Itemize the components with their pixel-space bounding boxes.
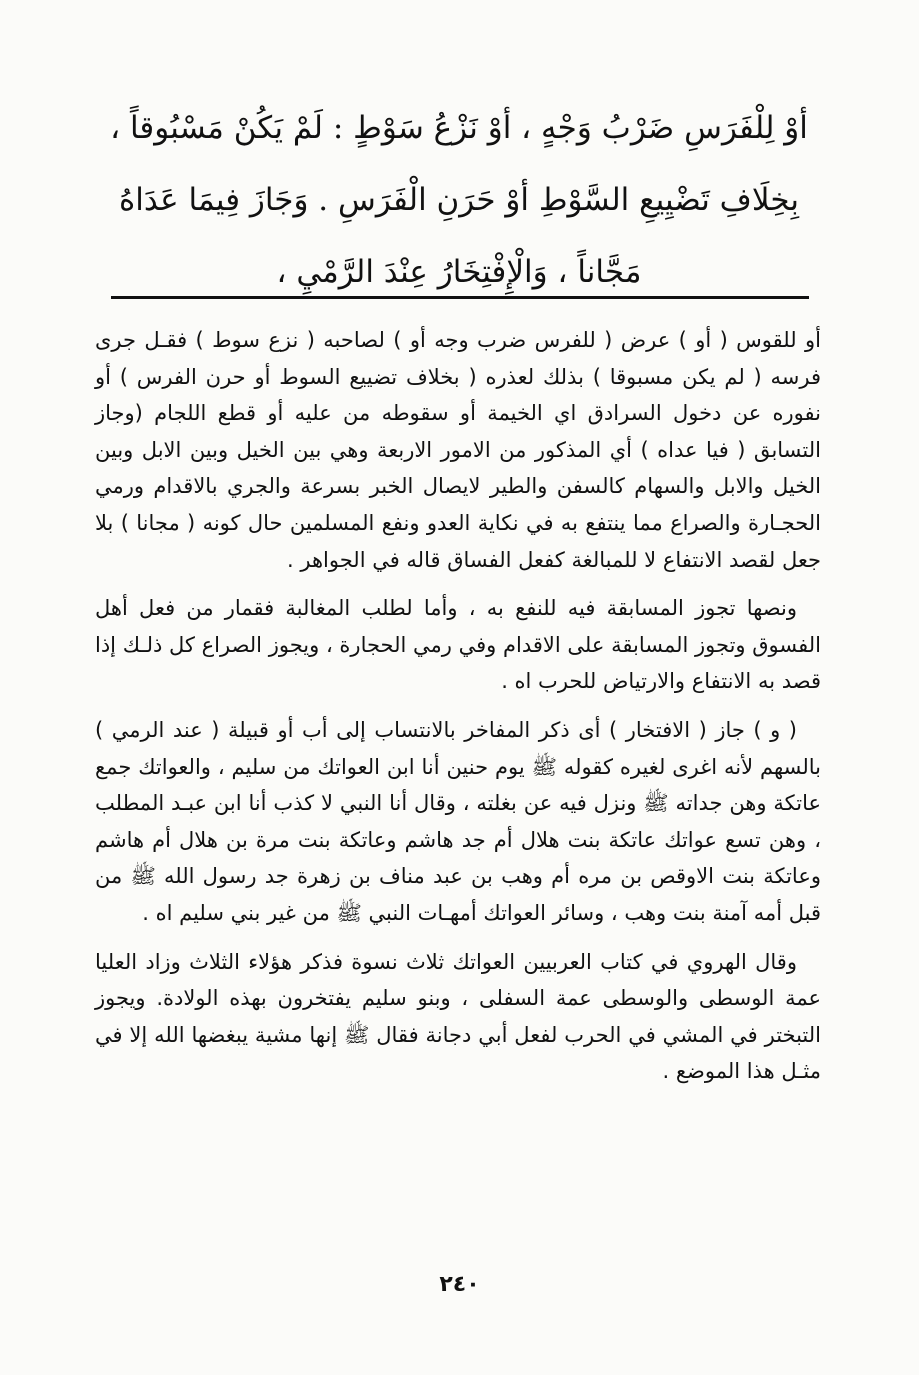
commentary-paragraph: وقال الهروي في كتاب العربيين العواتك ثلاث نسوة فذكر هؤلاء الثلاث وزاد العليا عمة الوسطى والوسطى عمة السفلى ، وبنو سليم يفتخرون بهذه الولادة. ويجوز التبختر في المشي في الحرب لفعل أبي دجانة فقال ﷺ إنها مشية يبغضها الله إلا في مثـل هذا الموضع . bbox=[95, 949, 821, 1084]
commentary-paragraph: ونصها تجوز المسابقة فيه للنفع به ، وأما لطلب المغالبة فقمار من فعل أهل الفسوق وتجوز المسابقة على الاقدام وفي رمي الحجارة ، ويجوز الصراع كل ذلـك إذا قصد به الانتفاع والارتياض للحرب اه . bbox=[95, 596, 821, 694]
separator-rule bbox=[111, 296, 809, 299]
main-text-line: بِخِلَافِ تَضْيِيعِ السَّوْطِ أوْ حَرَنِ الْفَرَسِ . وَجَازَ فِيمَا عَدَاهُ bbox=[119, 182, 799, 218]
main-text-block bbox=[99, 92, 819, 308]
main-text-line: مَجَّاناً ، وَالْإِفْتِخَارُ عِنْدَ الرَّمْيِ ، bbox=[276, 254, 642, 290]
main-text-line: أوْ لِلْفَرَسِ ضَرْبُ وَجْهٍ ، أوْ نَزْعُ سَوْطٍ : لَمْ يَكُنْ مَسْبُوقاً ، bbox=[110, 110, 808, 146]
commentary-paragraph: ( و ) جاز ( الافتخار ) أى ذكر المفاخر بالانتساب إلى أب أو قبيلة ( عند الرمي ) بالسهم لأنه اغرى لغيره كقوله ﷺ يوم حنين أنا ابن العواتك من سليم ، والعواتك جمع عاتكة وهن جداته ﷺ ونزل فيه عن بغلته ، وقال أنا النبي لا كذب أنا ابن عبـد المطلب ، وهن تسع عواتك عاتكة بنت هلال أم جد هاشم وعاتكة بنت مرة بن هلال أم هاشم وعاتكة بنت الاوقص بن مره أم وهب بن عبد مناف بن زهرة جد رسول الله ﷺ من قبل أمه آمنة بنت وهب ، وسائر العواتك أمهـات النبي ﷺ من غير بني سليم اه . bbox=[95, 717, 821, 925]
page-number: ٢٤٠ bbox=[439, 1272, 480, 1297]
commentary-block bbox=[95, 322, 821, 1102]
commentary-paragraph: أو للقوس ( أو ) عرض ( للفرس ضرب وجه أو ) لصاحبه ( نزع سوط ) فقـل جرى فرسه ( لم يكن مسبوقا ) بذلك لعذره ( بخلاف تضييع السوط أو حرن الفرس ) أو نفوره عن دخول السرادق اي الخيمة أو سقوطه من عليه أو قطع اللجام (وجاز التسابق ( فيا عداه ) أي المذكور من الامور الاربعة وهي بين الخيل وبين الابل وبين الخيل والابل والسهام كالسفن والطير لايصال الخبر بسرعة والجري بالاقدام ورمي الحجـارة والصراع مما ينتفع به في نكاية العدو ونفع المسلمين حال كونه ( مجانا ) بلا جعل لقصد الانتفاع لا للمبالغة كفعل الفساق قاله في الجواهر . bbox=[95, 328, 821, 572]
